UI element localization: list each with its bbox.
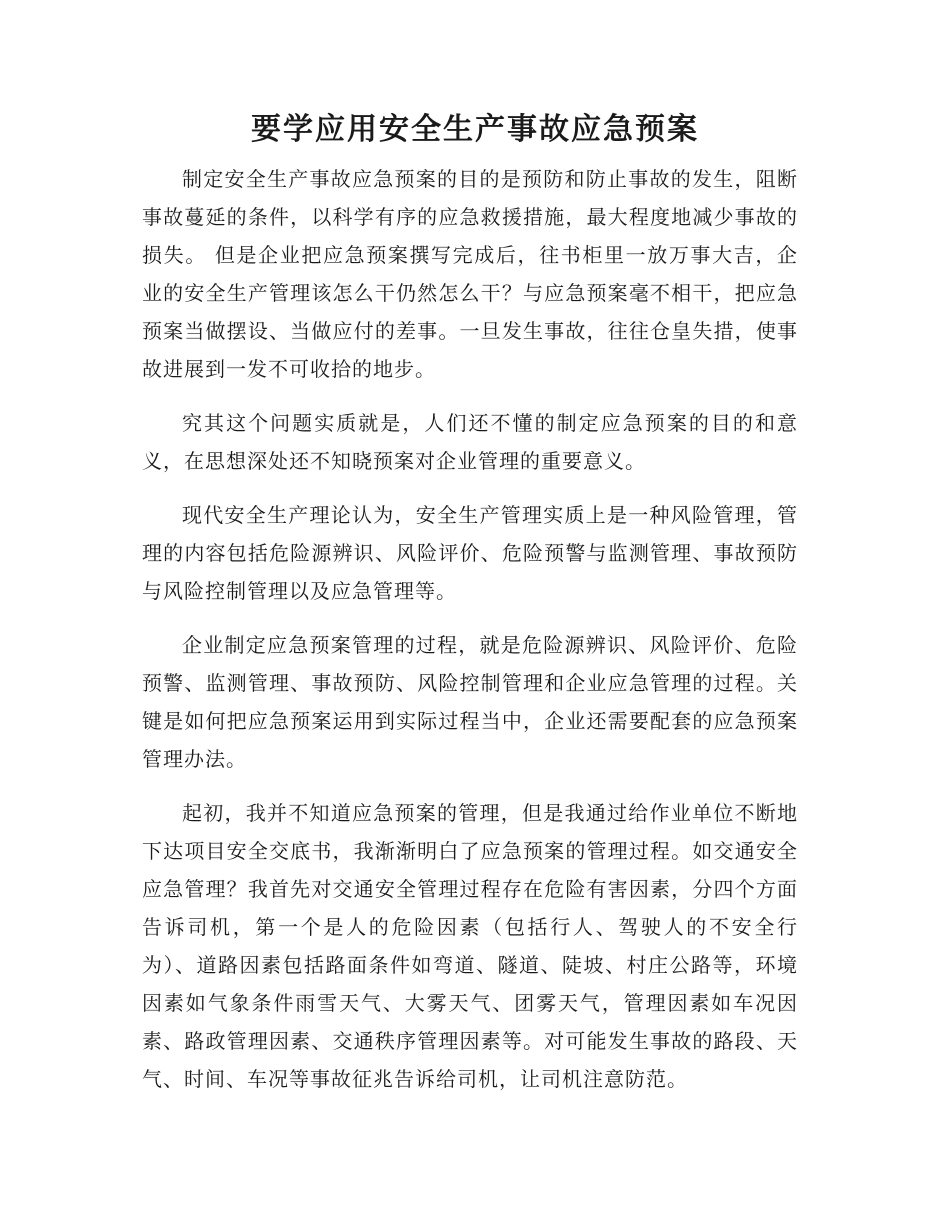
paragraph-5: 起初，我并不知道应急预案的管理，但是我通过给作业单位不断地下达项目安全交底书，我渐渐明白了应急预案的管理过程。如交通安全应急管理？我首先对交通安全管理过程存在危险有害因素，分四个方面告诉司机，第一个是人的危险因素（包括行人、驾驶人的不安全行为）、道路因素包括路面条件如弯道、隧道、陡坡、村庄公路等，环境因素如气象条件雨雪天气、大雾天气、团雾天气，管理因素如车况因素、路政管理因素、交通秩序管理因素等。对可能发生事故的路段、天气、时间、车况等事故征兆告诉给司机，让司机注意防范。 bbox=[142, 801, 798, 1091]
paragraph-1: 制定安全生产事故应急预案的目的是预防和防止事故的发生，阻断事故蔓延的条件，以科学有序的应急救援措施，最大程度地减少事故的损失。 但是企业把应急预案撰写完成后，往书柜里一放万事大吉，企业的安全生产管理该怎么干仍然怎么干？与应急预案毫不相干，把应急预案当做摆设、当做应付的差事。一旦发生事故，往往仓皇失措，使事故进展到一发不可收拾的地步。 bbox=[142, 167, 798, 381]
document-body bbox=[142, 160, 798, 1114]
paragraph-2: 究其这个问题实质就是，人们还不懂的制定应急预案的目的和意义，在思想深处还不知晓预案对企业管理的重要意义。 bbox=[142, 411, 798, 473]
paragraph-3: 现代安全生产理论认为，安全生产管理实质上是一种风险管理，管理的内容包括危险源辨识、风险评价、危险预警与监测管理、事故预防与风险控制管理以及应急管理等。 bbox=[142, 503, 798, 603]
document-title: 要学应用安全生产事故应急预案 bbox=[251, 112, 699, 147]
paragraph-4: 企业制定应急预案管理的过程，就是危险源辨识、风险评价、危险预警、监测管理、事故预防、风险控制管理和企业应急管理的过程。关键是如何把应急预案运用到实际过程当中，企业还需要配套的应急预案管理办法。 bbox=[142, 633, 798, 771]
